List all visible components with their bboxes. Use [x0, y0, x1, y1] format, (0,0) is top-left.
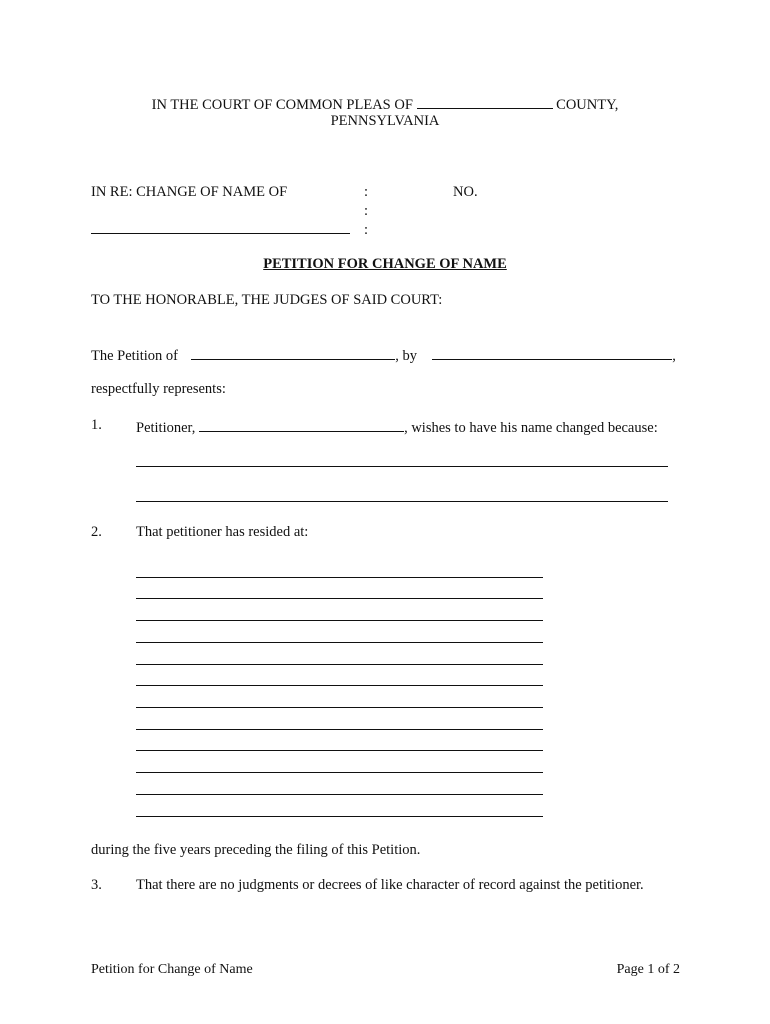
case-number-label: NO. — [453, 184, 478, 200]
residence-line-1[interactable] — [136, 577, 543, 578]
residence-note: during the five years preceding the filing of this Petition. — [91, 842, 421, 858]
footer-title: Petition for Change of Name — [91, 962, 253, 977]
court-prefix: IN THE COURT OF COMMON PLEAS OF — [151, 97, 413, 113]
item-3-text: That there are no judgments or decrees of like character of record against the petitioner. — [136, 877, 644, 893]
petition-of-label: The Petition of — [91, 348, 178, 364]
item-2-number: 2. — [91, 524, 102, 540]
residence-line-7[interactable] — [136, 707, 543, 708]
trailing-comma: , — [672, 348, 676, 364]
residence-line-5[interactable] — [136, 664, 543, 665]
item-1-suffix: , wishes to have his name changed because: — [404, 420, 658, 436]
item-1-number: 1. — [91, 417, 102, 433]
residence-line-8[interactable] — [136, 729, 543, 730]
reason-line-2[interactable] — [136, 501, 668, 502]
residence-line-2[interactable] — [136, 598, 543, 599]
petition-of-line — [91, 345, 676, 365]
salutation: TO THE HONORABLE, THE JUDGES OF SAID COURT: — [91, 292, 443, 308]
petition-of-name-field[interactable] — [191, 345, 395, 360]
court-header — [0, 94, 770, 114]
residence-line-4[interactable] — [136, 642, 543, 643]
petition-title: PETITION FOR CHANGE OF NAME — [263, 256, 507, 272]
caption-colon-3: : — [364, 222, 369, 238]
residence-line-11[interactable] — [136, 794, 543, 795]
page-number: Page 1 of 2 — [616, 962, 680, 977]
residence-line-12[interactable] — [136, 816, 543, 817]
caption-colon-2: : — [364, 203, 369, 219]
attorney-name-field[interactable] — [432, 345, 672, 360]
state-name: PENNSYLVANIA — [330, 113, 440, 129]
caption-colon-1: : — [364, 184, 369, 200]
represents-line: respectfully represents: — [91, 381, 226, 397]
item-3-number: 3. — [91, 877, 102, 893]
residence-line-10[interactable] — [136, 772, 543, 773]
county-name-field[interactable] — [417, 94, 553, 109]
item-1-prefix: Petitioner, — [136, 420, 196, 436]
county-suffix: COUNTY, — [556, 97, 619, 113]
by-label: , by — [395, 348, 417, 364]
in-re-label: IN RE: CHANGE OF NAME OF — [91, 184, 288, 200]
item-2-text: That petitioner has resided at: — [136, 524, 309, 540]
reason-line-1[interactable] — [136, 466, 668, 467]
item-1-line — [136, 417, 658, 437]
petitioner-field[interactable] — [199, 417, 404, 432]
residence-line-6[interactable] — [136, 685, 543, 686]
residence-line-3[interactable] — [136, 620, 543, 621]
petitioner-name-field[interactable] — [91, 233, 350, 234]
residence-line-9[interactable] — [136, 750, 543, 751]
